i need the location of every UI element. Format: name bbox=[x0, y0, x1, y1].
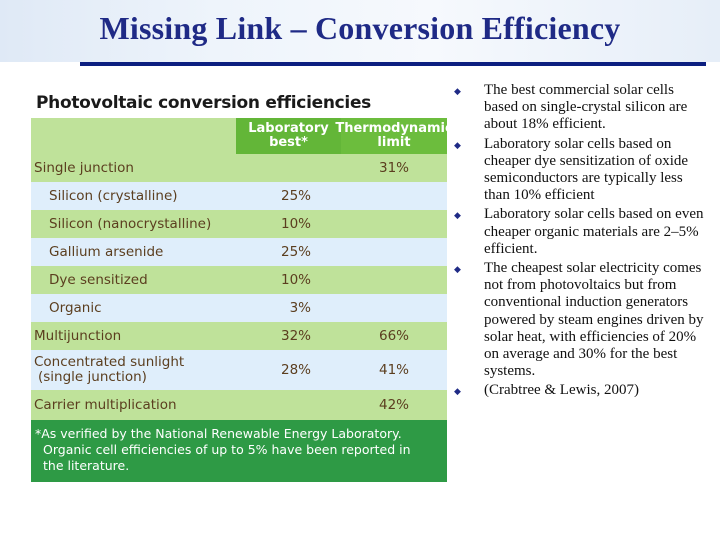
bullet-text: Laboratory solar cells based on cheaper dye sensitization of oxide semiconductors are typically less than 10% efficient bbox=[484, 135, 689, 204]
table-row bbox=[31, 210, 447, 238]
row-label-line1: Concentrated sunlight bbox=[34, 354, 185, 370]
footnote-line3: the literature. bbox=[43, 458, 130, 473]
row-label: Dye sensitized bbox=[31, 266, 236, 294]
row-lab-value bbox=[236, 154, 341, 182]
row-thermo-value bbox=[341, 266, 447, 294]
row-label: Silicon (crystalline) bbox=[31, 182, 236, 210]
bullet-text: (Crabtree & Lewis, 2007) bbox=[484, 382, 639, 399]
table-row bbox=[31, 294, 447, 322]
row-thermo-value: 31% bbox=[341, 154, 447, 182]
bullet-text: The best commercial solar cells based on single-crystal silicon are about 18% efficient. bbox=[484, 82, 688, 133]
row-label: Multijunction bbox=[31, 322, 236, 350]
row-lab-value: 25% bbox=[236, 238, 341, 266]
row-thermo-value: 66% bbox=[341, 322, 447, 350]
table-row bbox=[31, 238, 447, 266]
table-row bbox=[31, 322, 447, 350]
row-thermo-value: 41% bbox=[341, 350, 447, 390]
table-row bbox=[31, 182, 447, 210]
diamond-bullet-icon: ◆ bbox=[454, 139, 461, 150]
row-thermo-value: 42% bbox=[341, 390, 447, 420]
footnote-line1: *As verified by the National Renewable Energy Laboratory. bbox=[35, 426, 402, 441]
row-lab-value: 28% bbox=[236, 350, 341, 390]
title-rule bbox=[80, 62, 706, 66]
table-row bbox=[31, 390, 447, 420]
header-lab-line2: best* bbox=[269, 135, 308, 150]
row-label: Organic bbox=[31, 294, 236, 322]
footnote-line2: Organic cell efficiencies of up to 5% have been reported in bbox=[43, 442, 411, 457]
table-row bbox=[31, 154, 447, 182]
header-laboratory-best bbox=[236, 118, 341, 154]
bullet-item bbox=[454, 136, 704, 205]
row-label: Carrier multiplication bbox=[31, 390, 236, 420]
header-thermodynamic-limit bbox=[335, 118, 453, 154]
header-lab-line1: Laboratory bbox=[248, 121, 329, 136]
table-title: Photovoltaic conversion efficiencies bbox=[31, 88, 447, 118]
table-header-row bbox=[31, 118, 453, 154]
row-lab-value: 3% bbox=[236, 294, 341, 322]
row-lab-value: 10% bbox=[236, 210, 341, 238]
efficiency-table bbox=[31, 88, 453, 482]
row-lab-value: 10% bbox=[236, 266, 341, 294]
bullet-text: The cheapest solar electricity comes not from photovoltaics but from conventional induction generators powered by steam engines driven by solar heat, with efficiencies of 20% on average and 30% for the best systems. bbox=[484, 260, 704, 380]
bullet-text: Laboratory solar cells based on even cheaper organic materials are 2–5% efficient. bbox=[484, 206, 704, 257]
bullet-item bbox=[454, 260, 704, 380]
bullet-item bbox=[454, 82, 704, 134]
table-footnote bbox=[31, 420, 447, 482]
header-thermo-line1: Thermodynamic bbox=[335, 121, 453, 136]
header-blank-cell bbox=[31, 118, 236, 154]
bullet-list bbox=[454, 82, 704, 402]
bullet-item bbox=[454, 382, 704, 399]
diamond-bullet-icon: ◆ bbox=[454, 86, 461, 96]
slide-title: Missing Link – Conversion Efficiency bbox=[99, 10, 621, 46]
diamond-bullet-icon: ◆ bbox=[454, 386, 461, 397]
bullet-item bbox=[454, 206, 704, 258]
table-row bbox=[31, 350, 447, 390]
table-row bbox=[31, 266, 447, 294]
row-label: Silicon (nanocrystalline) bbox=[31, 210, 236, 238]
row-label bbox=[31, 350, 236, 390]
header-thermo-line2: limit bbox=[377, 135, 411, 150]
diamond-bullet-icon: ◆ bbox=[454, 210, 461, 221]
row-thermo-value bbox=[341, 182, 447, 210]
row-label: Single junction bbox=[31, 154, 236, 182]
row-lab-value: 25% bbox=[236, 182, 341, 210]
row-lab-value bbox=[236, 390, 341, 420]
row-thermo-value bbox=[341, 238, 447, 266]
row-label: Gallium arsenide bbox=[31, 238, 236, 266]
row-thermo-value bbox=[341, 210, 447, 238]
row-label-line2: (single junction) bbox=[38, 369, 147, 385]
row-thermo-value bbox=[341, 294, 447, 322]
diamond-bullet-icon: ◆ bbox=[454, 264, 461, 275]
row-lab-value: 32% bbox=[236, 322, 341, 350]
